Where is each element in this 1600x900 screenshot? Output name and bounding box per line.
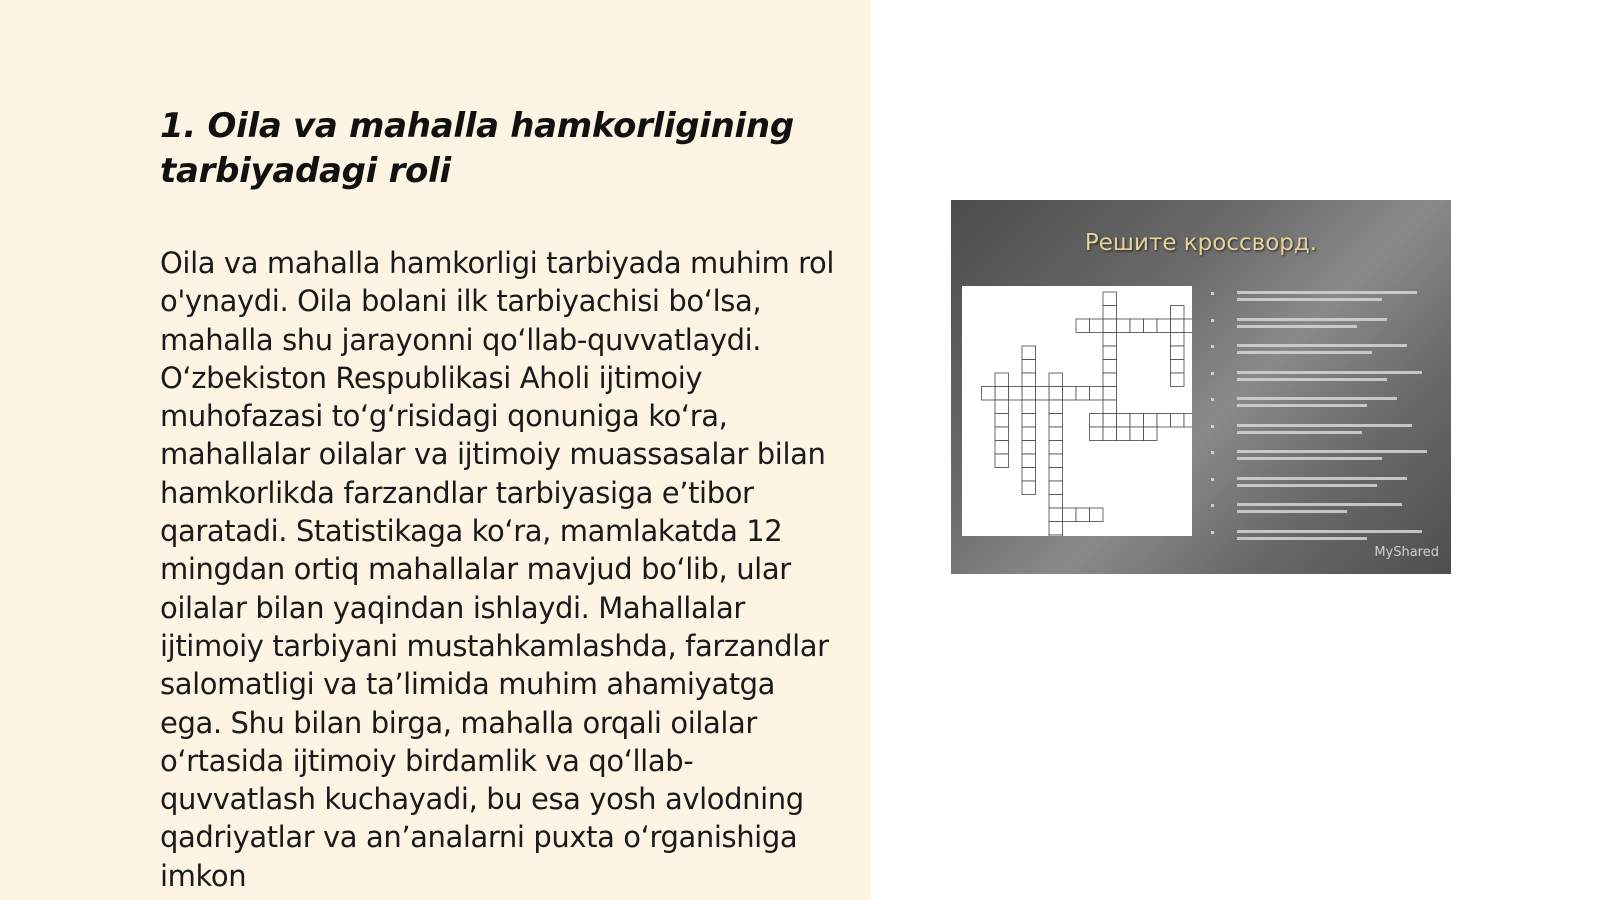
bullet-icon [1211,398,1214,401]
clue-text-line [1237,298,1382,301]
crossword-cell [1103,346,1117,360]
crossword-cell [1103,292,1117,306]
crossword-cell [1103,373,1117,387]
crossword-cell [1049,495,1063,509]
crossword-cell [1171,346,1185,360]
crossword-cell [1076,319,1090,333]
crossword-cell [1144,427,1158,441]
crossword-cell [1171,360,1185,374]
crossword-cell [1144,414,1158,428]
clue-text-line [1237,510,1347,513]
crossword-cell [995,373,1009,387]
crossword-cell [1184,414,1192,428]
crossword-cell [995,387,1009,401]
crossword-cell [1049,508,1063,522]
clue-text-line [1237,318,1387,321]
crossword-cell [1090,387,1104,401]
crossword-cell [1103,306,1117,320]
crossword-cell [1022,346,1036,360]
crossword-cell [1049,387,1063,401]
bullet-icon [1211,292,1214,295]
bullet-icon [1211,372,1214,375]
crossword-cell [1130,414,1144,428]
crossword-cell [1049,373,1063,387]
crossword-clue-item [1209,394,1437,421]
crossword-cell [1117,427,1131,441]
crossword-cell [1076,387,1090,401]
clue-text-line [1237,291,1417,294]
crossword-clue-item [1209,288,1437,315]
crossword-cell [1103,360,1117,374]
crossword-cell [982,387,996,401]
crossword-cell [1063,387,1077,401]
crossword-cell [1049,441,1063,455]
bullet-icon [1211,425,1214,428]
clue-text-line [1237,537,1367,540]
crossword-cell [1090,508,1104,522]
crossword-clue-item [1209,315,1437,342]
crossword-cell [1022,481,1036,495]
crossword-cell [1157,414,1171,428]
clue-text-line [1237,503,1402,506]
crossword-cell [1049,414,1063,428]
crossword-cell [1022,468,1036,482]
crossword-cell [1022,373,1036,387]
crossword-cell [1022,414,1036,428]
crossword-cell [1022,387,1036,401]
crossword-cell [995,441,1009,455]
slide-heading: 1. Oila va mahalla hamkorligining tarbiyadagi roli [160,106,794,191]
crossword-cell [1090,427,1104,441]
crossword-grid [962,286,1192,536]
crossword-cell [995,414,1009,428]
clue-text-line [1237,530,1422,533]
crossword-cell [1171,414,1185,428]
crossword-cell [1184,319,1192,333]
clue-text-line [1237,484,1377,487]
crossword-slide-image [951,200,1451,574]
clue-text-line [1237,351,1372,354]
crossword-cell [1090,319,1104,333]
crossword-cell [1171,306,1185,320]
clue-text-line [1237,325,1357,328]
crossword-cell [1022,427,1036,441]
clue-text-line [1237,371,1422,374]
clue-text-line [1237,457,1382,460]
crossword-clue-item [1209,341,1437,368]
clue-text-line [1237,450,1427,453]
crossword-cell [1022,400,1036,414]
clue-text-line [1237,424,1412,427]
crossword-cell [995,427,1009,441]
clue-text-line [1237,378,1387,381]
clue-text-line [1237,344,1407,347]
crossword-cell [1103,400,1117,414]
bullet-icon [1211,504,1214,507]
crossword-cell [1103,387,1117,401]
crossword-cell [1049,400,1063,414]
crossword-clue-item [1209,421,1437,448]
slide-body-text: Oila va mahalla hamkorligi tarbiyada muhim rol o'ynaydi. Oila bolani ilk tarbiyachisi bo‘lsa, mahalla shu jarayonni qo‘llab-quvvatlaydi. O‘zbekiston Respublikasi Aholi ijtimoiy muhofazasi to‘g‘risidagi qonuniga ko‘ra, mahallalar oilalar va ijtimoiy muassasalar bilan hamkorlikda farzandlar tarbiyasiga e’tibor qaratadi. Statistikaga ko‘ra, mamlakatda 12 mingdan ortiq mahallalar mavjud bo‘lib, ular oilalar bilan yaqindan ishlaydi. Mahallalar ijtimoiy tarbiyani mustahkamlashda, farzandlar salomatligi va ta’limida muhim ahamiyatga ega. Shu bilan birga, mahalla orqali oilalar o‘rtasida ijtimoiy birdamlik va qo‘llab-quvvatlash kuchayadi, bu esa yosh avlodning qadriyatlar va an’analarni puxta o‘rganishiga imkon [160,246,835,893]
crossword-cell [1117,414,1131,428]
crossword-cell [1130,319,1144,333]
crossword-cell [1103,427,1117,441]
crossword-cell [1049,468,1063,482]
bullet-icon [1211,319,1214,322]
clue-text-line [1237,397,1397,400]
bullet-icon [1211,451,1214,454]
watermark-text: MyShared [1374,545,1439,560]
crossword-cell [1022,441,1036,455]
crossword-cell [1090,414,1104,428]
crossword-clue-item [1209,500,1437,527]
crossword-cell [1049,427,1063,441]
crossword-cell [1049,454,1063,468]
crossword-cell [1036,387,1050,401]
crossword-cell [1009,387,1023,401]
crossword-cell [1049,481,1063,495]
crossword-cell [1157,319,1171,333]
crossword-cell [995,454,1009,468]
crossword-cell [1171,333,1185,347]
crossword-cell [995,400,1009,414]
bullet-icon [1211,478,1214,481]
crossword-image-title: Решите кроссворд. [1084,230,1318,256]
crossword-cell [1103,414,1117,428]
crossword-cell [1022,360,1036,374]
crossword-cell [1103,319,1117,333]
clue-text-line [1237,404,1367,407]
bullet-icon [1211,531,1214,534]
crossword-clue-list [1209,288,1437,553]
crossword-cell [1049,535,1063,536]
crossword-cell [1022,454,1036,468]
crossword-cell [1144,319,1158,333]
crossword-cell [1171,373,1185,387]
crossword-clue-item [1209,368,1437,395]
crossword-cell [1130,427,1144,441]
crossword-cell [1117,319,1131,333]
crossword-cell [1103,333,1117,347]
clue-text-line [1237,477,1407,480]
clue-text-line [1237,431,1362,434]
crossword-cell [1076,508,1090,522]
bullet-icon [1211,345,1214,348]
crossword-cell [1049,522,1063,536]
crossword-cell [1171,319,1185,333]
crossword-cell [1063,508,1077,522]
crossword-clue-item [1209,474,1437,501]
crossword-clue-item [1209,447,1437,474]
